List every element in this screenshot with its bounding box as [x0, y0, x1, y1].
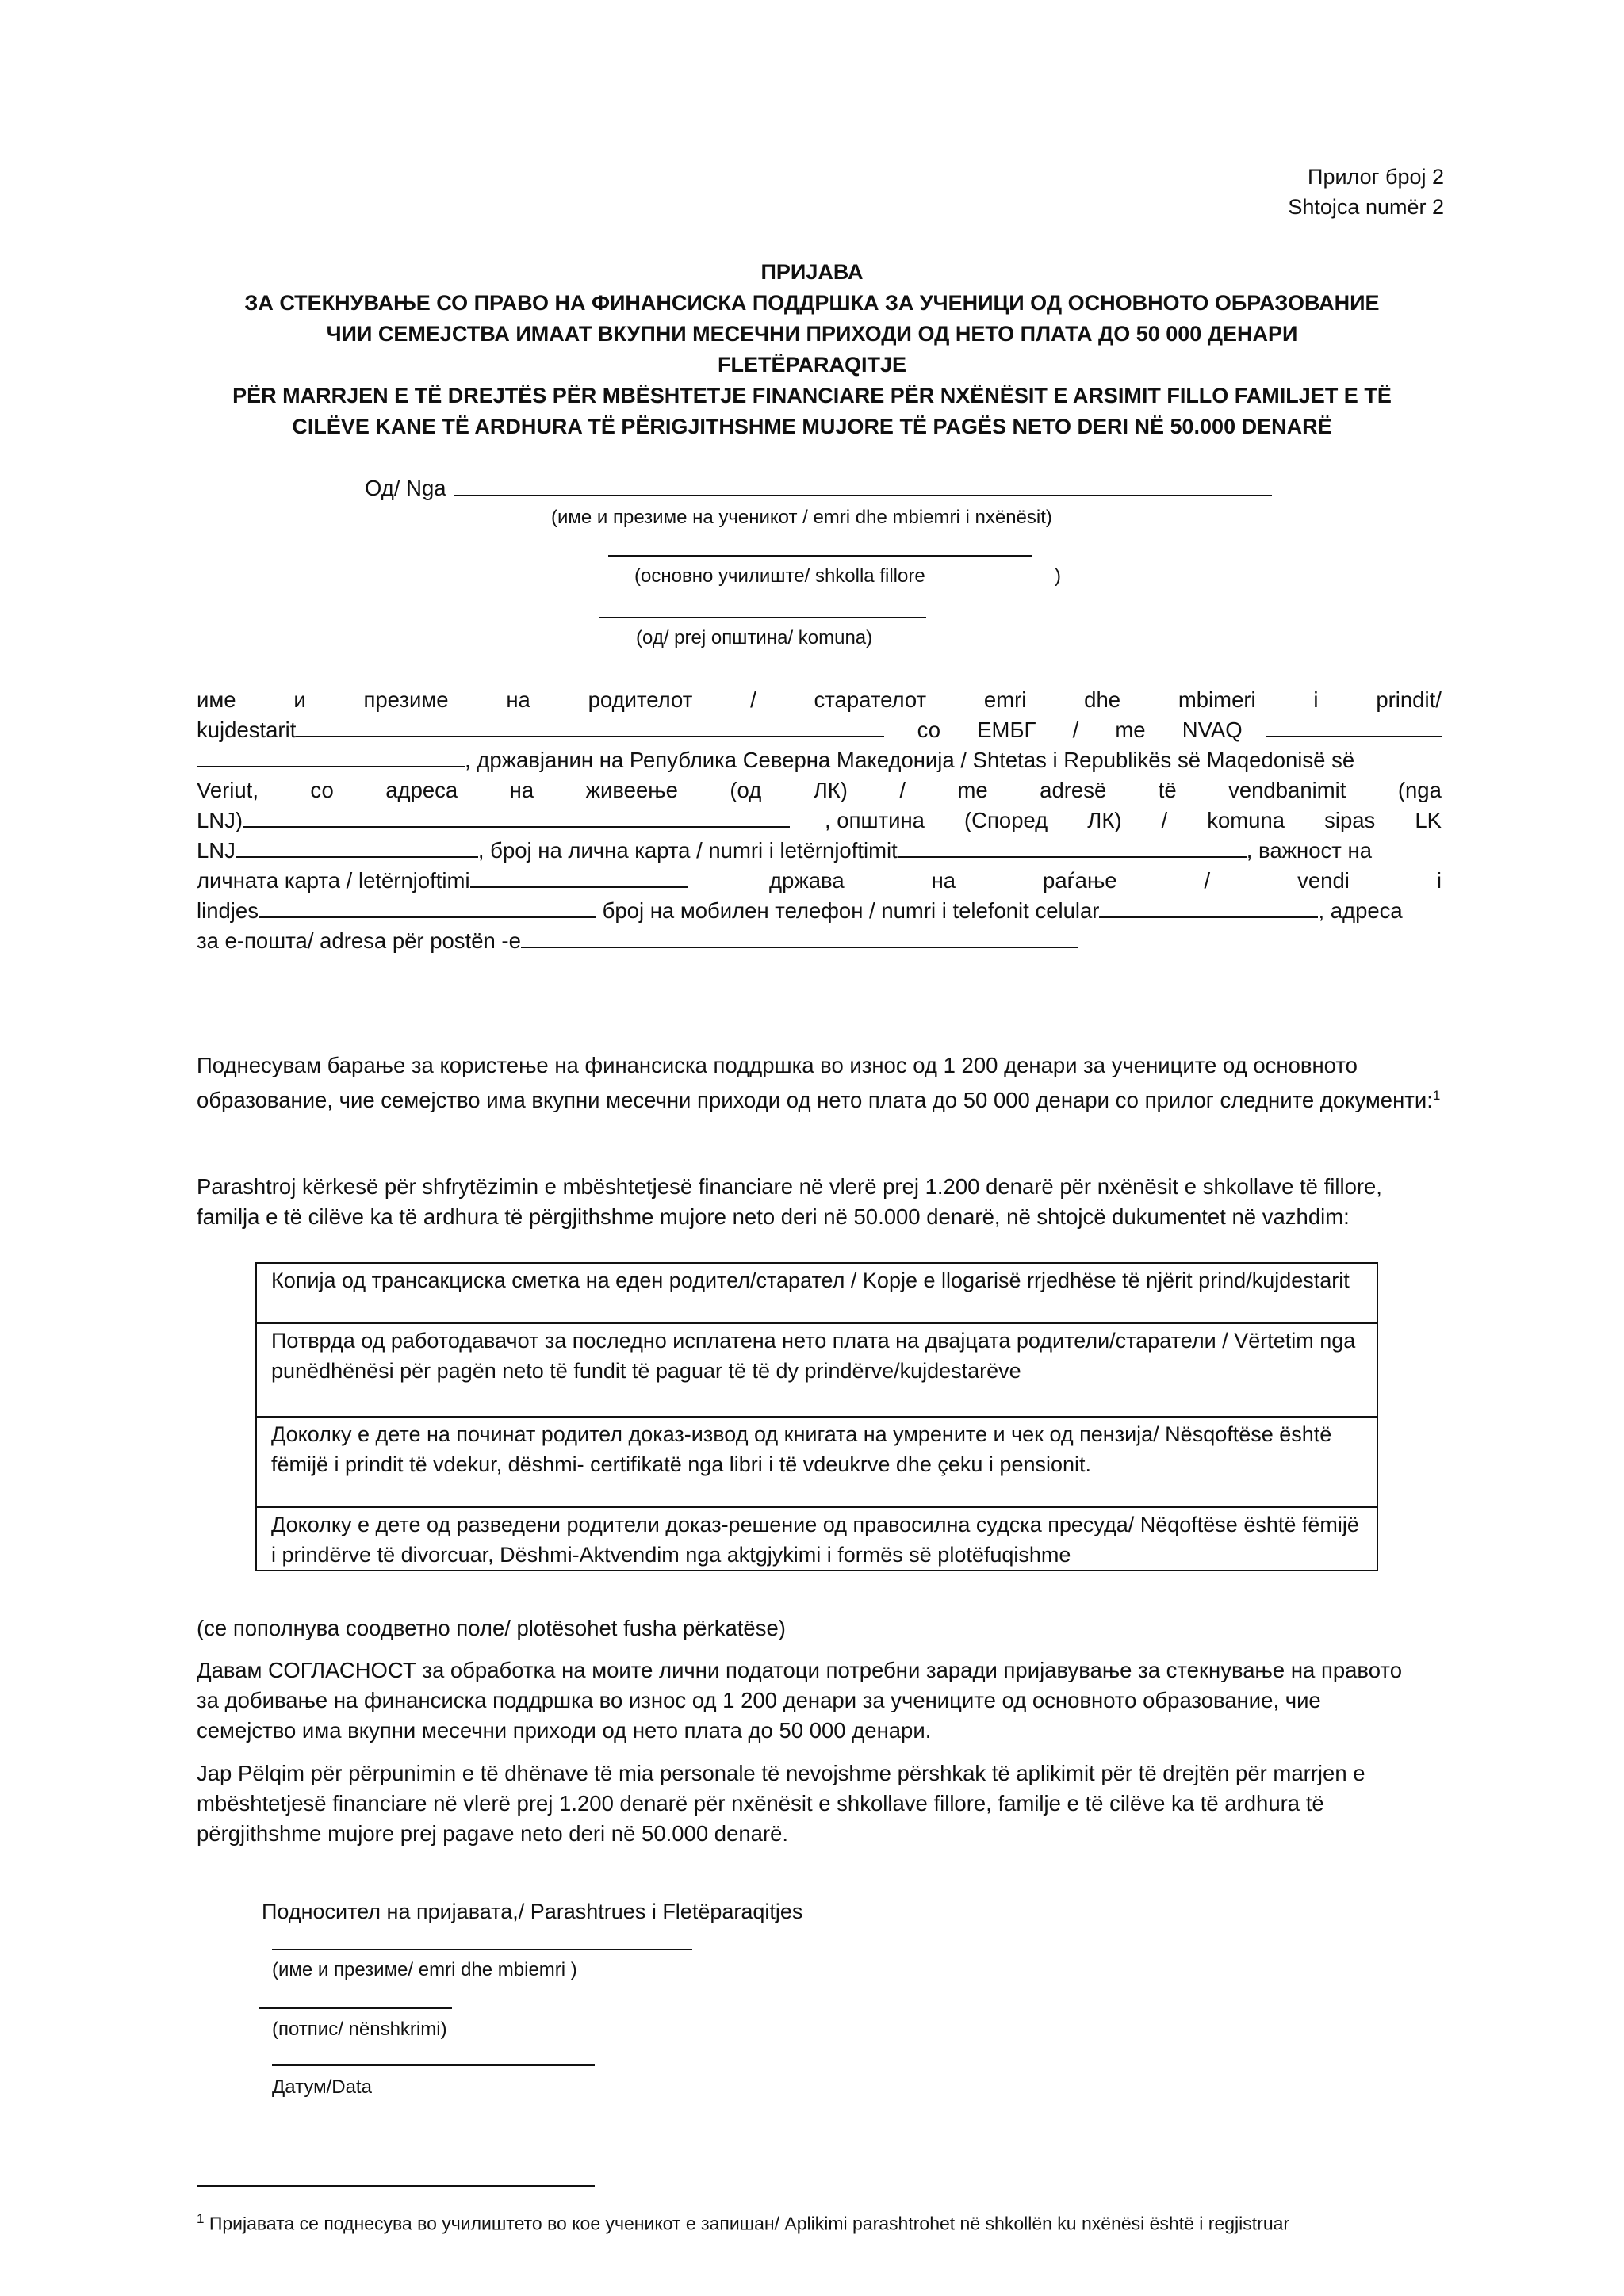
parent-row-4-word-2: адреса — [385, 778, 458, 802]
parent-row-1-word-5: / — [750, 687, 756, 712]
school-caption — [634, 564, 925, 588]
id-validity-field[interactable] — [470, 866, 688, 888]
parent-row-5 — [197, 806, 1442, 836]
school-field[interactable] — [608, 555, 1032, 557]
parent-row-5-word-5: sipas — [1324, 808, 1376, 832]
parent-row-6-label: LNJ — [197, 838, 236, 863]
municipality-lk-field[interactable] — [236, 836, 478, 858]
table-row — [256, 1263, 1377, 1323]
parent-row-4-word-5: (од — [730, 778, 762, 802]
parent-row-5-label: LNJ) — [197, 808, 243, 832]
parent-row-1-word-4: родителот — [588, 687, 693, 712]
parent-row-4-word-8: me — [957, 778, 988, 802]
request-mk — [197, 1050, 1442, 1115]
parent-row-5-word-3: / — [1161, 808, 1168, 832]
parent-row-4-word-9: adresë — [1040, 778, 1107, 802]
school-caption-text: (основно училиште/ shkolla fillore — [634, 565, 925, 587]
validity-label: , важност на — [1246, 838, 1373, 863]
parent-row-7 — [197, 866, 1442, 896]
mobile-field[interactable] — [1099, 896, 1318, 918]
parent-row-5-word-4: komuna — [1207, 808, 1285, 832]
parent-row-1-word-1: и — [293, 687, 306, 712]
parent-row-5-word-6: LK — [1415, 808, 1442, 832]
parent-row-1-word-2: презиме — [363, 687, 449, 712]
footnote — [197, 2207, 1289, 2236]
mobile-label: број на мобилен телефон / numri i telefonit celular — [596, 898, 1100, 923]
embg-field-continued[interactable] — [197, 745, 465, 767]
email-field[interactable] — [521, 926, 1078, 948]
document-item-2[interactable]: Потврда од работодавачот за последно исплатена нето плата на двајцата родители/старатели / Vërtetim nga punëdhënësi për pagën neto të fundit të paguar të të dy prindërve/kujdestarëve — [256, 1323, 1377, 1417]
parent-row-7-word-0: држава — [769, 868, 845, 893]
parent-row-2-word-2: / — [1072, 718, 1079, 742]
consent-sq: Jap Pëlqim për përpunimin e të dhënave të mia personale të nevojshme përshkak të aplikimit për të drejtën për marrjen e mbështetjesë financiare në vlerë prej 1.200 denarë për nxënësit e shkollave fillore, familje e të cilëve ka të ardhura të përgjithshme mujore prej pagave neto deri në 50.000 denarë. — [197, 1761, 1365, 1846]
parent-row-4-word-10: të — [1158, 778, 1177, 802]
parent-row-4-word-3: на — [509, 778, 534, 802]
parent-row-7-word-3: / — [1204, 868, 1211, 893]
parent-row-7-word-1: на — [931, 868, 956, 893]
parent-row-8-label: lindjes — [197, 898, 259, 923]
parent-row-1-word-8: dhe — [1084, 687, 1121, 712]
annex-label — [1288, 162, 1444, 222]
parent-row-9 — [197, 926, 1442, 956]
parent-row-5-word-0: , општина — [825, 808, 925, 832]
fill-note: (се пополнува соодветно поле/ plotësohet fusha përkatëse) — [197, 1616, 786, 1640]
parent-row-4-word-6: ЛК) — [813, 778, 848, 802]
document-item-4[interactable]: Доколку е дете од разведени родители доказ-решение од правосилна судска пресуда/ Nëqoftëse është fëmijë i prindërve të divorcuar, Dëshmi-Aktvendim nga aktgjykimi i formës së plotëfuqishme — [256, 1507, 1377, 1571]
parent-row-3 — [197, 745, 1442, 775]
parent-row-2-word-0: со — [917, 718, 941, 742]
parent-row-1-word-10: i — [1313, 687, 1319, 712]
parent-row-1-word-7: emri — [983, 687, 1027, 712]
title-line-2: ЗА СТЕКНУВАЊЕ СО ПРАВО НА ФИНАНСИСКА ПОДДРШКА ЗА УЧЕНИЦИ ОД ОСНОВНОТО ОБРАЗОВАНИЕ — [244, 291, 1380, 315]
parent-row-4-word-4: живеење — [585, 778, 678, 802]
table-row — [256, 1417, 1377, 1507]
title-line-5: PËR MARRJEN E TË DREJTËS PËR MBËSHTETJE FINANCIARE PËR NXËNËSIT E ARSIMIT FILLO FAMILJET E TË — [232, 384, 1392, 408]
signature-field[interactable] — [259, 2007, 452, 2009]
email-label: за е-пошта/ adresa për postën -e — [197, 928, 521, 953]
id-number-field[interactable] — [898, 836, 1247, 858]
parent-row-2 — [197, 715, 1442, 745]
footnote-text: Пријавата се поднесува во училиштето во кое ученикот е запишан/ Aplikimi parashtrohet në shkollën ku nxënësi është i regjistruar — [204, 2213, 1290, 2234]
title-line-4: FLETËPARAQITJE — [717, 353, 907, 377]
annex-mk: Прилог број 2 — [1308, 165, 1444, 189]
parent-row-8 — [197, 896, 1442, 926]
document-item-3[interactable]: Доколку е дете на починат родител доказ-извод од книгата на умрените и чек од пензија/ Nësqoftëse është fëmijë i prindit të vdekur, dëshmi- certifikatë nga libri i të vdeukrve dhe çeku i pensionit. — [256, 1417, 1377, 1507]
parent-row-2-word-1: ЕМБГ — [977, 718, 1036, 742]
title-line-1: ПРИЈАВА — [760, 260, 864, 284]
parent-row-1-word-0: име — [197, 687, 236, 712]
applicant-label: Подносител на пријавата,/ Parashtrues i Fletëparaqitjes — [262, 1900, 803, 1923]
municipality-field[interactable] — [599, 617, 926, 618]
parent-row-4-word-7: / — [899, 778, 906, 802]
date-field[interactable] — [272, 2064, 595, 2066]
parent-row-2-word-3: me — [1115, 718, 1146, 742]
embg-field[interactable] — [1266, 715, 1442, 737]
student-name-field[interactable] — [454, 495, 1272, 496]
municipality-caption: (од/ prej општина/ komuna) — [636, 627, 873, 649]
school-caption-close: ) — [1055, 565, 1061, 587]
date-caption: Датум/Data — [272, 2076, 372, 2098]
consent-mk: Давам СОГЛАСНОСТ за обработка на моите лични податоци потребни заради пријавување за стекнување на правото за добивање на финансиска поддршка во износ од 1 200 денари за учениците од основното образование, чие семејство има вкупни месечни приходи од нето плата до 50 000 денари. — [197, 1658, 1402, 1743]
document-item-1[interactable]: Копија од трансакциска сметка на еден родител/старател / Kopje e llogarisë rrjedhëse të njërit prind/kujdestarit — [256, 1263, 1377, 1323]
parent-name-field[interactable] — [296, 715, 884, 737]
annex-sq: Shtojca numër 2 — [1288, 195, 1444, 219]
parent-row-1-word-6: старателот — [814, 687, 927, 712]
id-number-label: , број на лична карта / numri i letërnjoftimit — [477, 838, 898, 863]
request-mk-text: Поднесувам барање за користење на финансиска поддршка во износ од 1 200 денари за учениците од основното образование, чие семејство има вкупни месечни приходи од нето плата до 50 000 денари со прилог следните документи: — [197, 1053, 1433, 1113]
parent-row-5-word-2: ЛК) — [1087, 808, 1122, 832]
footnote-mark: 1 — [197, 2211, 205, 2226]
title-line-3: ЧИИ СЕМЕЈСТВА ИМААТ ВКУПНИ МЕСЕЧНИ ПРИХОДИ ОД НЕТО ПЛАТА ДО 50 000 ДЕНАРИ — [326, 322, 1298, 346]
address-field[interactable] — [243, 806, 790, 828]
footnote-ref: 1 — [1432, 1088, 1441, 1103]
documents-table — [255, 1262, 1378, 1571]
form-title — [182, 257, 1442, 442]
from-label: Од/ Nga — [365, 476, 446, 500]
applicant-name-caption: (име и презиме/ emri dhe mbiemri ) — [272, 1959, 577, 1980]
parent-row-2-label: kujdestarit — [197, 718, 297, 742]
parent-row-4-word-12: (nga — [1397, 778, 1442, 802]
citizenship-text: , државјанин на Република Северна Македонија / Shtetas i Republikës së Maqedonisë së — [465, 748, 1355, 772]
parent-row-1 — [197, 685, 1442, 715]
student-name-caption: (име и презиме на ученикот / emri dhe mbiemri i nxënësit) — [551, 507, 1052, 528]
parent-row-2-word-4: NVAQ — [1182, 718, 1243, 742]
table-row — [256, 1323, 1377, 1417]
signature-caption: (потпис/ nënshkrimi) — [272, 2019, 447, 2040]
parent-row-5-word-1: (Според — [964, 808, 1048, 832]
parent-row-6 — [197, 836, 1442, 866]
parent-row-7-word-2: раѓање — [1043, 868, 1117, 893]
parent-row-7-word-5: i — [1436, 868, 1442, 893]
parent-row-1-word-3: на — [506, 687, 530, 712]
parent-row-7-word-4: vendi — [1297, 868, 1350, 893]
applicant-name-field[interactable] — [272, 1949, 692, 1950]
parent-row-1-word-9: mbimeri — [1178, 687, 1256, 712]
parent-row-1-word-11: prindit/ — [1376, 687, 1442, 712]
birth-country-field[interactable] — [259, 896, 596, 918]
parent-row-4-word-11: vendbanimit — [1228, 778, 1346, 802]
request-sq: Parashtroj kërkesë për shfrytëzimin e mbështetjesë financiare në vlerë prej 1.200 denarë për nxënësit e shkollave të fillore, familja e të cilëve ka të ardhura të përgjithshme mujore neto deri në 50.000 denarë, në shtojcë dukumentet në vazhdim: — [197, 1174, 1382, 1229]
parent-row-7-label: личната карта / letërnjoftimi — [197, 868, 470, 893]
title-line-6: CILËVE KANE TË ARDHURA TË PËRIGJITHSHME MUJORE TË PAGËS NETO DERI NË 50.000 DENARË — [292, 415, 1332, 438]
table-row — [256, 1507, 1377, 1571]
email-label-lead: , адреса — [1318, 898, 1403, 923]
parent-row-4-word-0: Veriut, — [197, 778, 259, 802]
parent-row-4 — [197, 775, 1442, 806]
parent-row-4-word-1: со — [310, 778, 334, 802]
footnote-separator — [197, 2185, 595, 2187]
